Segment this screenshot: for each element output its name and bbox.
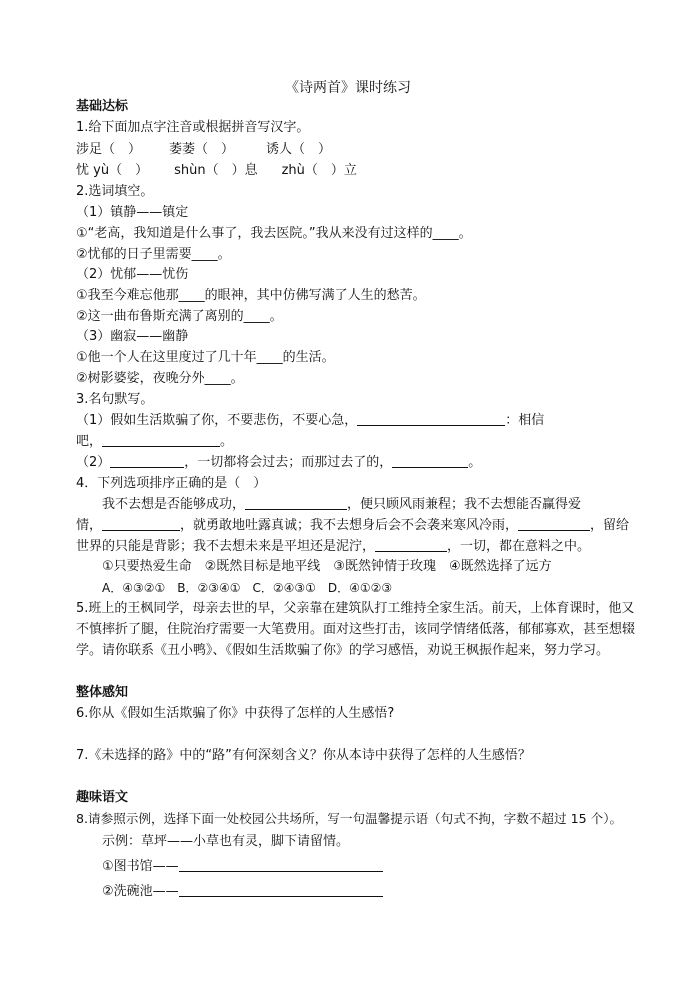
q4-text: 世界的只能是背影；我不去想未来是平坦还是泥泞，: [76, 539, 376, 554]
q4-text: ，留给: [590, 518, 630, 533]
q2-group1-head: （1）镇静——镇定: [76, 205, 189, 220]
q2-group1-b: ②忧郁的日子里需要____。: [76, 247, 231, 262]
q4-passage-line3: [76, 537, 590, 557]
q3-line3-text: （2）: [76, 455, 111, 470]
q1-row2: [76, 161, 357, 181]
q8-item-label: ①图书馆——: [102, 859, 179, 874]
q2-group3-head: （3）幽寂——幽静: [76, 329, 189, 344]
q2-group2-head: （2）忧郁——忧伤: [76, 267, 189, 282]
q8-item-label: ②洗碗池——: [102, 884, 179, 899]
q5-line1: 5.班上的王枫同学，母亲去世的早，父亲靠在建筑队打工维持全家生活。前天，上体育课时，他又: [76, 601, 635, 616]
q8-example: 示例：草坪——小草也有灵，脚下请留情。: [102, 834, 350, 849]
q8-prompt: 8.请参照示例，选择下面一处校园公共场所，写一句温馨提示语（句式不拘，字数不超过 15 个）。: [76, 811, 623, 826]
q6: 6.你从《假如生活欺骗了你》中获得了怎样的人生感悟?: [76, 706, 395, 721]
q4-text: ，一切，都在意料之中。: [447, 539, 591, 554]
blank-line: [518, 516, 590, 531]
q1-item-6: zhù（ ）立: [281, 163, 357, 178]
q8-item-library: [102, 857, 383, 877]
q8-item-sink: [102, 882, 383, 902]
q3-line2-tail: 。: [220, 434, 234, 449]
q2-prompt: 2.选词填空。: [76, 184, 154, 199]
q1-item-4: 忧 yù（ ）: [76, 163, 149, 178]
q4-text: ，便只顾风雨兼程；我不去想能否赢得爱: [347, 497, 582, 512]
blank-line: [179, 857, 383, 872]
q5-line2: 不慎摔折了腿，住院治疗需要一大笔费用。面对这些打击，该同学情绪低落，郁郁寡欢，甚至想辍: [76, 622, 636, 637]
section-fun-heading: 趣味语文: [76, 790, 129, 805]
blank-line: [375, 537, 447, 552]
q1-prompt: 1.给下面加点字注音或根据拼音写汉字。: [76, 120, 310, 135]
q4-passage-line2: [76, 516, 629, 536]
page-title: 《诗两首》课时练习: [285, 80, 411, 96]
q5-line3: 学。请你联系《丑小鸭》、《假如生活欺骗了你》的学习感悟，劝说王枫振作起来，努力学习。: [76, 643, 610, 658]
section-overall-heading: 整体感知: [76, 685, 129, 700]
q2-group1-a: ①“老高，我知道是什么事了，我去医院。”我从来没有过这样的____。: [76, 226, 472, 241]
q3-line1: [76, 411, 544, 431]
q2-group3-b: ②树影婆娑，夜晚分外____。: [76, 371, 244, 386]
q1-item-2: 萎萎（ ）: [169, 142, 235, 157]
q1-item-1: 涉足（ ）: [76, 142, 142, 157]
q1-item-3: 诱人（ ）: [266, 142, 332, 157]
blank-line: [392, 453, 468, 468]
q4-prompt: 4．下列选项排序正确的是（ ）: [76, 476, 267, 491]
q2-group3-a: ①他一个人在这里度过了几十年____的生活。: [76, 350, 335, 365]
blank-line: [110, 453, 184, 468]
q3-line3: [76, 453, 481, 473]
q3-line1-text: （1）假如生活欺骗了你，不要悲伤，不要心急，: [76, 413, 358, 428]
q1-item-5: shùn（ ）息: [174, 163, 258, 178]
q3-line3-tail: 。: [468, 455, 482, 470]
q3-line2: [76, 432, 233, 452]
q4-items: ①只要热爱生命 ②既然目标是地平线 ③既然钟情于玫瑰 ④既然选择了远方: [102, 559, 552, 574]
q4-text: 情，: [76, 518, 103, 533]
q3-prompt: 3.名句默写。: [76, 392, 154, 407]
blank-line: [179, 882, 383, 897]
q4-text: ，就勇敢地吐露真诚；我不去想身后会不会袭来寒风冷雨，: [180, 518, 519, 533]
blank-line: [357, 411, 505, 426]
q2-group2-b: ②这一曲布鲁斯充满了离别的____。: [76, 309, 283, 324]
q4-passage-line1: [102, 495, 581, 515]
q7: 7.《未选择的路》中的“路”有何深刻含义？你从本诗中获得了怎样的人生感悟？: [76, 748, 531, 763]
section-basic-heading: 基础达标: [76, 99, 129, 114]
blank-line: [102, 432, 220, 447]
blank-line: [245, 495, 347, 510]
q1-row1: [76, 140, 331, 160]
q4-options: A．④③②① B．②③④① C．②④③① D．④①②③: [102, 581, 393, 595]
q3-line1-tail: ：相信: [505, 413, 545, 428]
q4-text: 我不去想是否能够成功，: [102, 497, 246, 512]
blank-line: [102, 516, 180, 531]
q3-line2-text: 吧，: [76, 434, 103, 449]
q2-group2-a: ①我至今难忘他那____的眼神，其中仿佛写满了人生的愁苦。: [76, 288, 426, 303]
q3-line3-mid: ，一切都将会过去；而那过去了的，: [184, 455, 393, 470]
